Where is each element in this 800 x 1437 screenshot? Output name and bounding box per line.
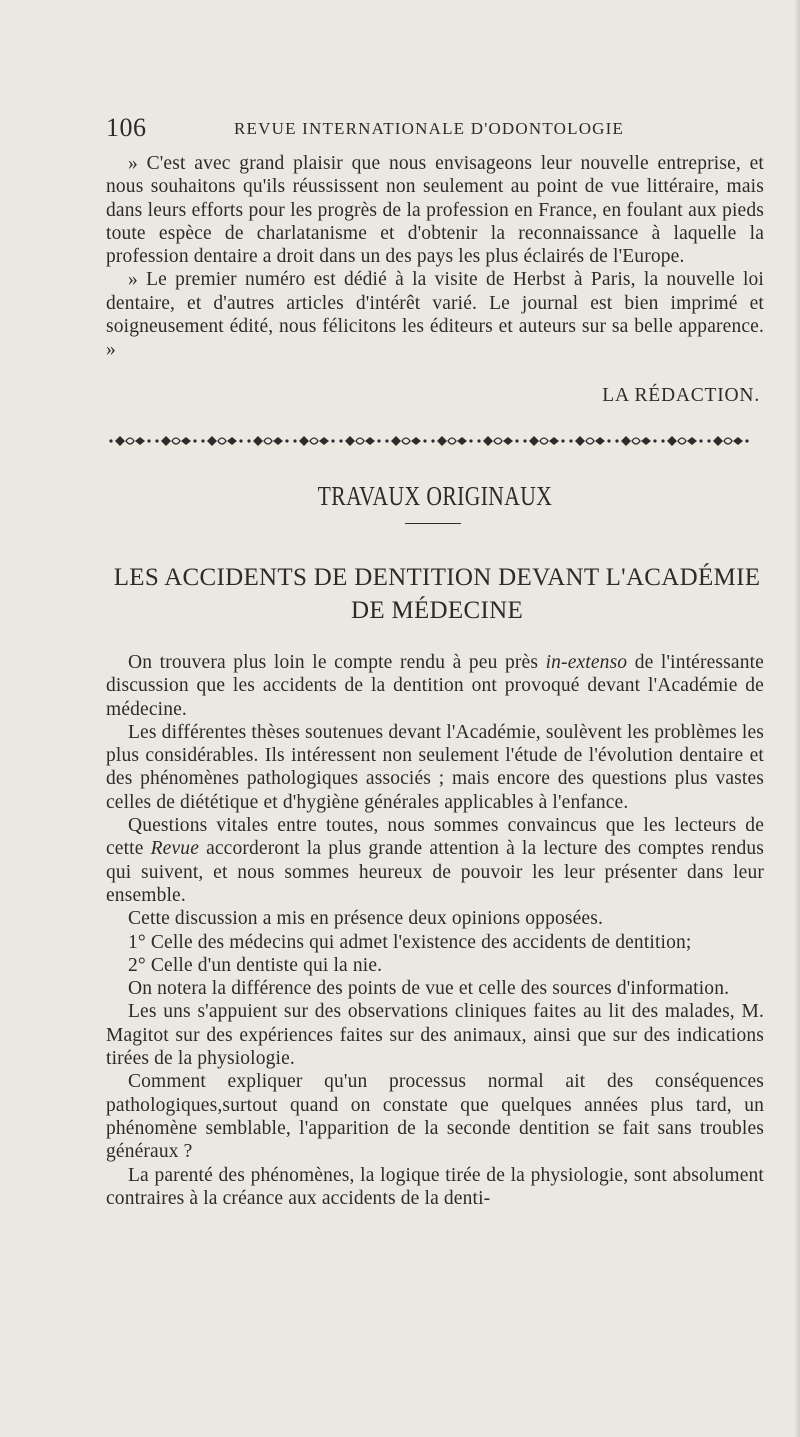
page-header (106, 113, 762, 143)
intro-paragraph-2: » Le premier numéro est dédié à la visite de Herbst à Paris, la nouvelle loi dentaire, et d'autres articles d'intérêt varié. Le journal est bien imprimé et soigneusement édité, nous félicitons les éditeurs et auteurs sur sa belle apparence. » (106, 269, 764, 361)
intro-quote (106, 152, 764, 362)
page-number: 106 (106, 113, 147, 142)
article-body (106, 651, 764, 1210)
ornament-divider (108, 430, 754, 452)
article-title-line-2: DE MÉDECINE (350, 597, 524, 624)
italic-in-extenso: in-extenso (545, 652, 628, 673)
article-paragraph-8: Les uns s'appuient sur des observations cliniques faites au lit des malades, M. Magitot sur des expériences faites sur des animaux, ainsi que sur des indications tirées de la physiologie. (106, 1001, 764, 1070)
article-paragraph-2: Les différentes thèses soutenues devant l'Académie, soulèvent les problèmes les plus considérables. Ils intéressent non seulement l'étude de l'évolution dentaire et des phénomènes pathologiques associés ; mais encore des questions plus vastes celles de diététique et d'hygiène générales applicables à l'enfance. (106, 721, 764, 813)
italic-revue: Revue (150, 838, 200, 860)
intro-paragraph-1: » C'est avec grand plaisir que nous envisageons leur nouvelle entreprise, et nous souhaitons qu'ils réussissent non seulement au point de vue littéraire, mais dans leurs efforts pour les progrès de la profession en France, en foulant aux pieds toute espèce de charlatanisme et d'obtenir la reconnaissance à laquelle la profession dentaire a droit dans un des pays les plus éclairés de l'Europe. (106, 153, 764, 268)
article-paragraph-1: On trouvera plus loin le compte rendu à peu près in-extenso de l'intéressante discussion que les accidents de la dentition ont provoqué devant l'Académie de médecine. (106, 652, 764, 720)
article-paragraph-10: La parenté des phénomènes, la logique tirée de la physiologie, sont absolument contraires à la créance aux accidents de la denti- (106, 1164, 764, 1209)
running-title: REVUE INTERNATIONALE D'ODONTOLOGIE (234, 119, 625, 138)
article-title (106, 561, 768, 627)
section-title: TRAVAUX ORIGINAUX (317, 481, 553, 511)
article-paragraph-9: Comment expliquer qu'un processus normal ait des conséquences pathologiques,surtout quand on constate que quelques années plus tard, un phénomène semblable, l'apparition de la seconde dentition se fait sans troubles généraux ? (106, 1071, 764, 1163)
article-paragraph-6: 2° Celle d'un dentiste qui la nie. (128, 954, 383, 976)
signature: LA RÉDACTION. (602, 385, 760, 406)
article-paragraph-7: On notera la différence des points de vue et celle des sources d'information. (128, 978, 730, 1000)
article-paragraph-5: 1° Celle des médecins qui admet l'existence des accidents de dentition; (128, 931, 692, 953)
title-rule (405, 523, 461, 524)
article-paragraph-4: Cette discussion a mis en présence deux opinions opposées. (128, 908, 603, 930)
article-paragraph-3: Questions vitales entre toutes, nous sommes convaincus que les lecteurs de cette Revue accorderont la plus grande attention à la lecture des comptes rendus qui suivent, et nous sommes heureux de pouvoir les leur présenter dans leur ensemble. (106, 815, 765, 906)
page-edge-shadow (794, 0, 800, 1437)
article-title-line-1: LES ACCIDENTS DE DENTITION DEVANT L'ACADÉMIE (113, 564, 761, 591)
